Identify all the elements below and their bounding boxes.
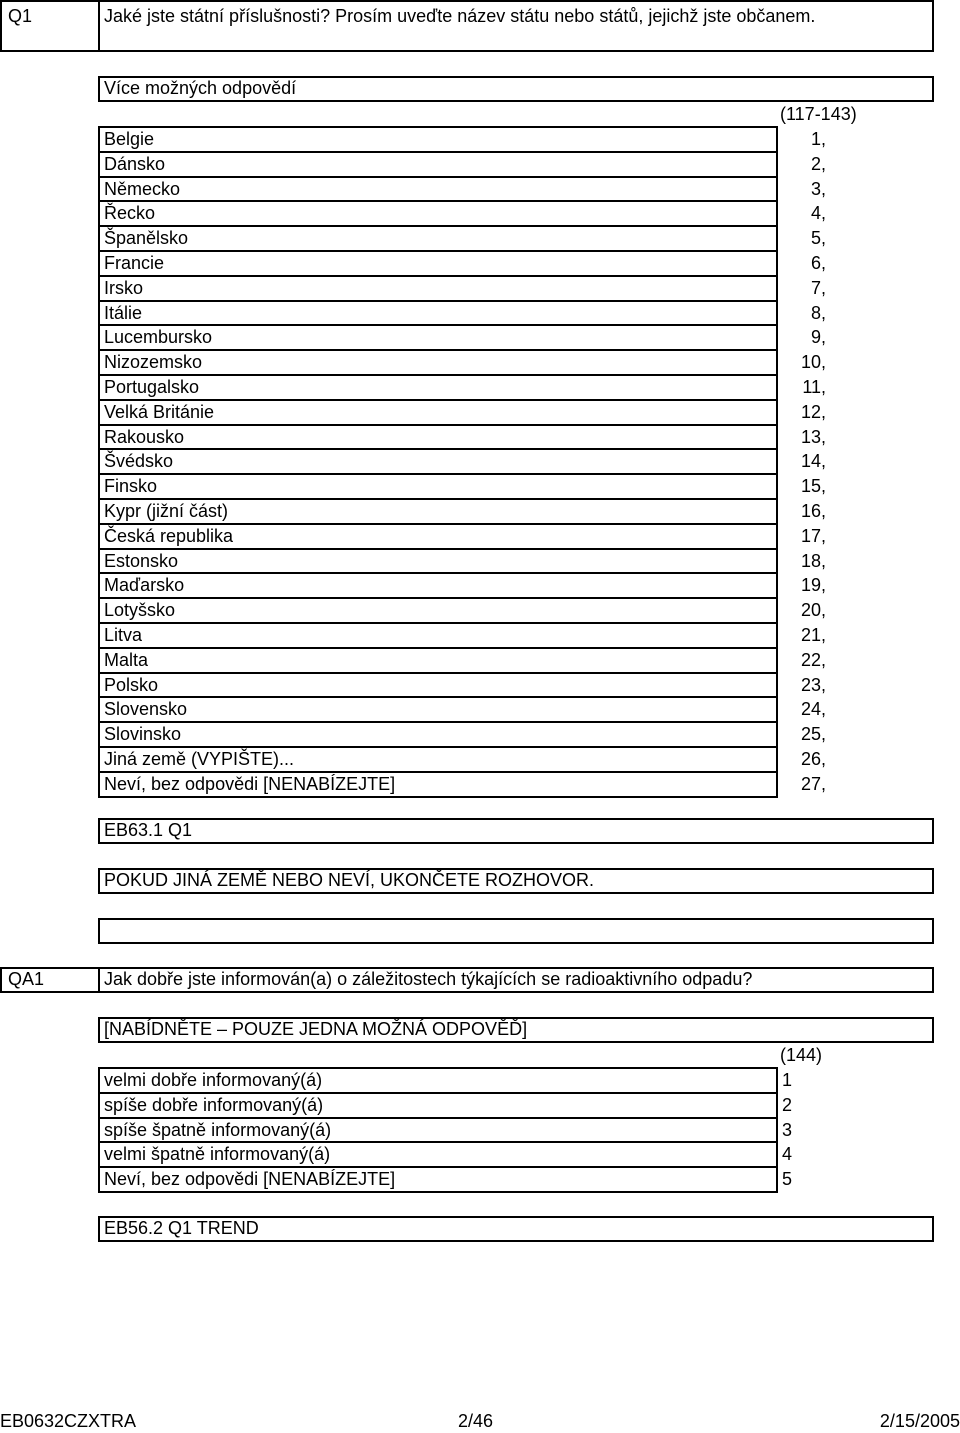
- q1-row-divider: [98, 622, 778, 624]
- q1-answer-code: 12,: [800, 402, 826, 422]
- footer-doc-id: EB0632CZXTRA: [0, 1411, 137, 1431]
- q1-answer-code: 1,: [810, 129, 826, 149]
- q1-answer-code: 27,: [800, 774, 826, 794]
- q1-row-divider: [98, 548, 778, 550]
- q1-row-divider: [98, 374, 778, 376]
- q1-row-divider: [98, 473, 778, 475]
- qa1-answer-label: Neví, bez odpovědi [NENABÍZEJTE]: [104, 1169, 396, 1189]
- footer-date: 2/15/2005: [879, 1411, 960, 1431]
- q1-answer-label: Irsko: [104, 278, 144, 298]
- q1-source-box: [98, 818, 934, 844]
- q1-row-divider: [98, 151, 778, 153]
- qa1-answer-code: 3: [782, 1120, 793, 1140]
- q1-row-divider: [98, 424, 778, 426]
- q1-instruction: Více možných odpovědí: [104, 78, 297, 98]
- q1-answer-label: Francie: [104, 253, 165, 273]
- q1-answer-label: Lotyšsko: [104, 600, 176, 620]
- q1-row-divider: [98, 300, 778, 302]
- q1-answer-code: 10,: [800, 352, 826, 372]
- qa1-code: QA1: [8, 969, 45, 989]
- q1-answer-label: Malta: [104, 650, 149, 670]
- q1-row-divider: [98, 200, 778, 202]
- q1-answer-code: 6,: [810, 253, 826, 273]
- q1-answer-label: Německo: [104, 179, 181, 199]
- q1-answer-label: Kypr (jižní část): [104, 501, 229, 521]
- q1-code: Q1: [8, 6, 33, 26]
- q1-answer-code: 13,: [800, 427, 826, 447]
- q1-row-divider: [98, 597, 778, 599]
- q1-answer-code: 22,: [800, 650, 826, 670]
- q1-answer-label: Maďarsko: [104, 575, 185, 595]
- q1-answer-label: Litva: [104, 625, 143, 645]
- q1-answer-code: 21,: [800, 625, 826, 645]
- qa1-row-divider: [98, 1191, 778, 1193]
- q1-row-divider: [98, 275, 778, 277]
- qa1-answer-code: 5: [782, 1169, 793, 1189]
- q1-answer-code: 18,: [800, 551, 826, 571]
- q1-answer-label: Řecko: [104, 203, 156, 223]
- q1-answer-label: Velká Británie: [104, 402, 215, 422]
- q1-row-divider: [98, 696, 778, 698]
- q1-answer-code: 8,: [810, 303, 826, 323]
- q1-answer-code: 20,: [800, 600, 826, 620]
- q1-table-border: [98, 126, 100, 798]
- q1-answer-label: Dánsko: [104, 154, 166, 174]
- qa1-instruction: [NABÍDNĚTE – POUZE JEDNA MOŽNÁ ODPOVĚĎ]: [104, 1019, 528, 1039]
- q1-answer-code: 23,: [800, 675, 826, 695]
- qa1-answer-code: 4: [782, 1144, 793, 1164]
- q1-answer-label: Jiná země (VYPIŠTE)...: [104, 749, 295, 769]
- q1-row-divider: [98, 250, 778, 252]
- q1-note: POKUD JINÁ ZEMĚ NEBO NEVÍ, UKONČETE ROZHOVOR.: [104, 870, 595, 890]
- q1-row-divider: [98, 225, 778, 227]
- footer-page-number: 2/46: [458, 1411, 494, 1431]
- q1-answer-label: Lucembursko: [104, 327, 213, 347]
- q1-answer-code: 5,: [810, 228, 826, 248]
- q1-answer-code: 19,: [800, 575, 826, 595]
- q1-answer-label: Česká republika: [104, 526, 234, 546]
- q1-answer-code: 4,: [810, 203, 826, 223]
- qa1-question: Jak dobře jste informován(a) o záležitostech týkajících se radioaktivního odpadu?: [104, 969, 753, 989]
- q1-row-divider: [98, 672, 778, 674]
- q1-answer-code: 3,: [810, 179, 826, 199]
- q1-answer-label: Švédsko: [104, 451, 174, 471]
- q1-answer-code: 7,: [810, 278, 826, 298]
- q1-answer-code: 25,: [800, 724, 826, 744]
- qa1-answer-label: velmi dobře informovaný(á): [104, 1070, 323, 1090]
- q1-row-divider: [98, 126, 778, 128]
- q1-answer-code: 26,: [800, 749, 826, 769]
- qa1-answer-label: velmi špatně informovaný(á): [104, 1144, 331, 1164]
- q1-answer-label: Španělsko: [104, 228, 189, 248]
- q1-answer-label: Estonsko: [104, 551, 179, 571]
- q1-answer-code: 2,: [810, 154, 826, 174]
- q1-row-divider: [98, 647, 778, 649]
- q1-answer-label: Nizozemsko: [104, 352, 203, 372]
- q1-answer-label: Finsko: [104, 476, 158, 496]
- q1-answer-label: Slovinsko: [104, 724, 182, 744]
- q1-answer-code: 15,: [800, 476, 826, 496]
- q1-answer-code: 16,: [800, 501, 826, 521]
- q1-row-divider: [98, 176, 778, 178]
- q1-question: Jaké jste státní příslušnosti? Prosím uveďte název státu nebo států, jejichž jste občanem.: [104, 6, 816, 26]
- q1-answer-code: 11,: [802, 377, 826, 397]
- q1-answer-label: Itálie: [104, 303, 143, 323]
- q1-table-border: [776, 126, 778, 798]
- qa1-answer-code: 1: [782, 1070, 793, 1090]
- q1-row-divider: [98, 448, 778, 450]
- q1-answer-code: 24,: [800, 699, 826, 719]
- q1-column-header: (117-143): [780, 104, 857, 124]
- blank-box: [98, 918, 934, 944]
- q1-row-divider: [98, 572, 778, 574]
- q1-answer-code: 17,: [800, 526, 826, 546]
- q1-source: EB63.1 Q1: [104, 820, 193, 840]
- qa1-answer-code: 2: [782, 1095, 793, 1115]
- q1-answer-label: Neví, bez odpovědi [NENABÍZEJTE]: [104, 774, 396, 794]
- q1-answer-label: Portugalsko: [104, 377, 200, 397]
- q1-row-divider: [98, 721, 778, 723]
- q1-answer-code: 9,: [810, 327, 826, 347]
- qa1-answer-label: spíše dobře informovaný(á): [104, 1095, 324, 1115]
- qa1-source: EB56.2 Q1 TREND: [104, 1218, 259, 1238]
- q1-answer-label: Belgie: [104, 129, 155, 149]
- qa1-answer-label: spíše špatně informovaný(á): [104, 1120, 332, 1140]
- q1-row-divider: [98, 796, 778, 798]
- q1-answer-code: 14,: [800, 451, 826, 471]
- qa1-table-border: [776, 1067, 778, 1193]
- qa1-column-header: (144): [780, 1045, 823, 1065]
- q1-answer-label: Slovensko: [104, 699, 188, 719]
- qa1-table-border: [98, 1067, 100, 1193]
- q1-answer-label: Rakousko: [104, 427, 185, 447]
- q1-answer-label: Polsko: [104, 675, 159, 695]
